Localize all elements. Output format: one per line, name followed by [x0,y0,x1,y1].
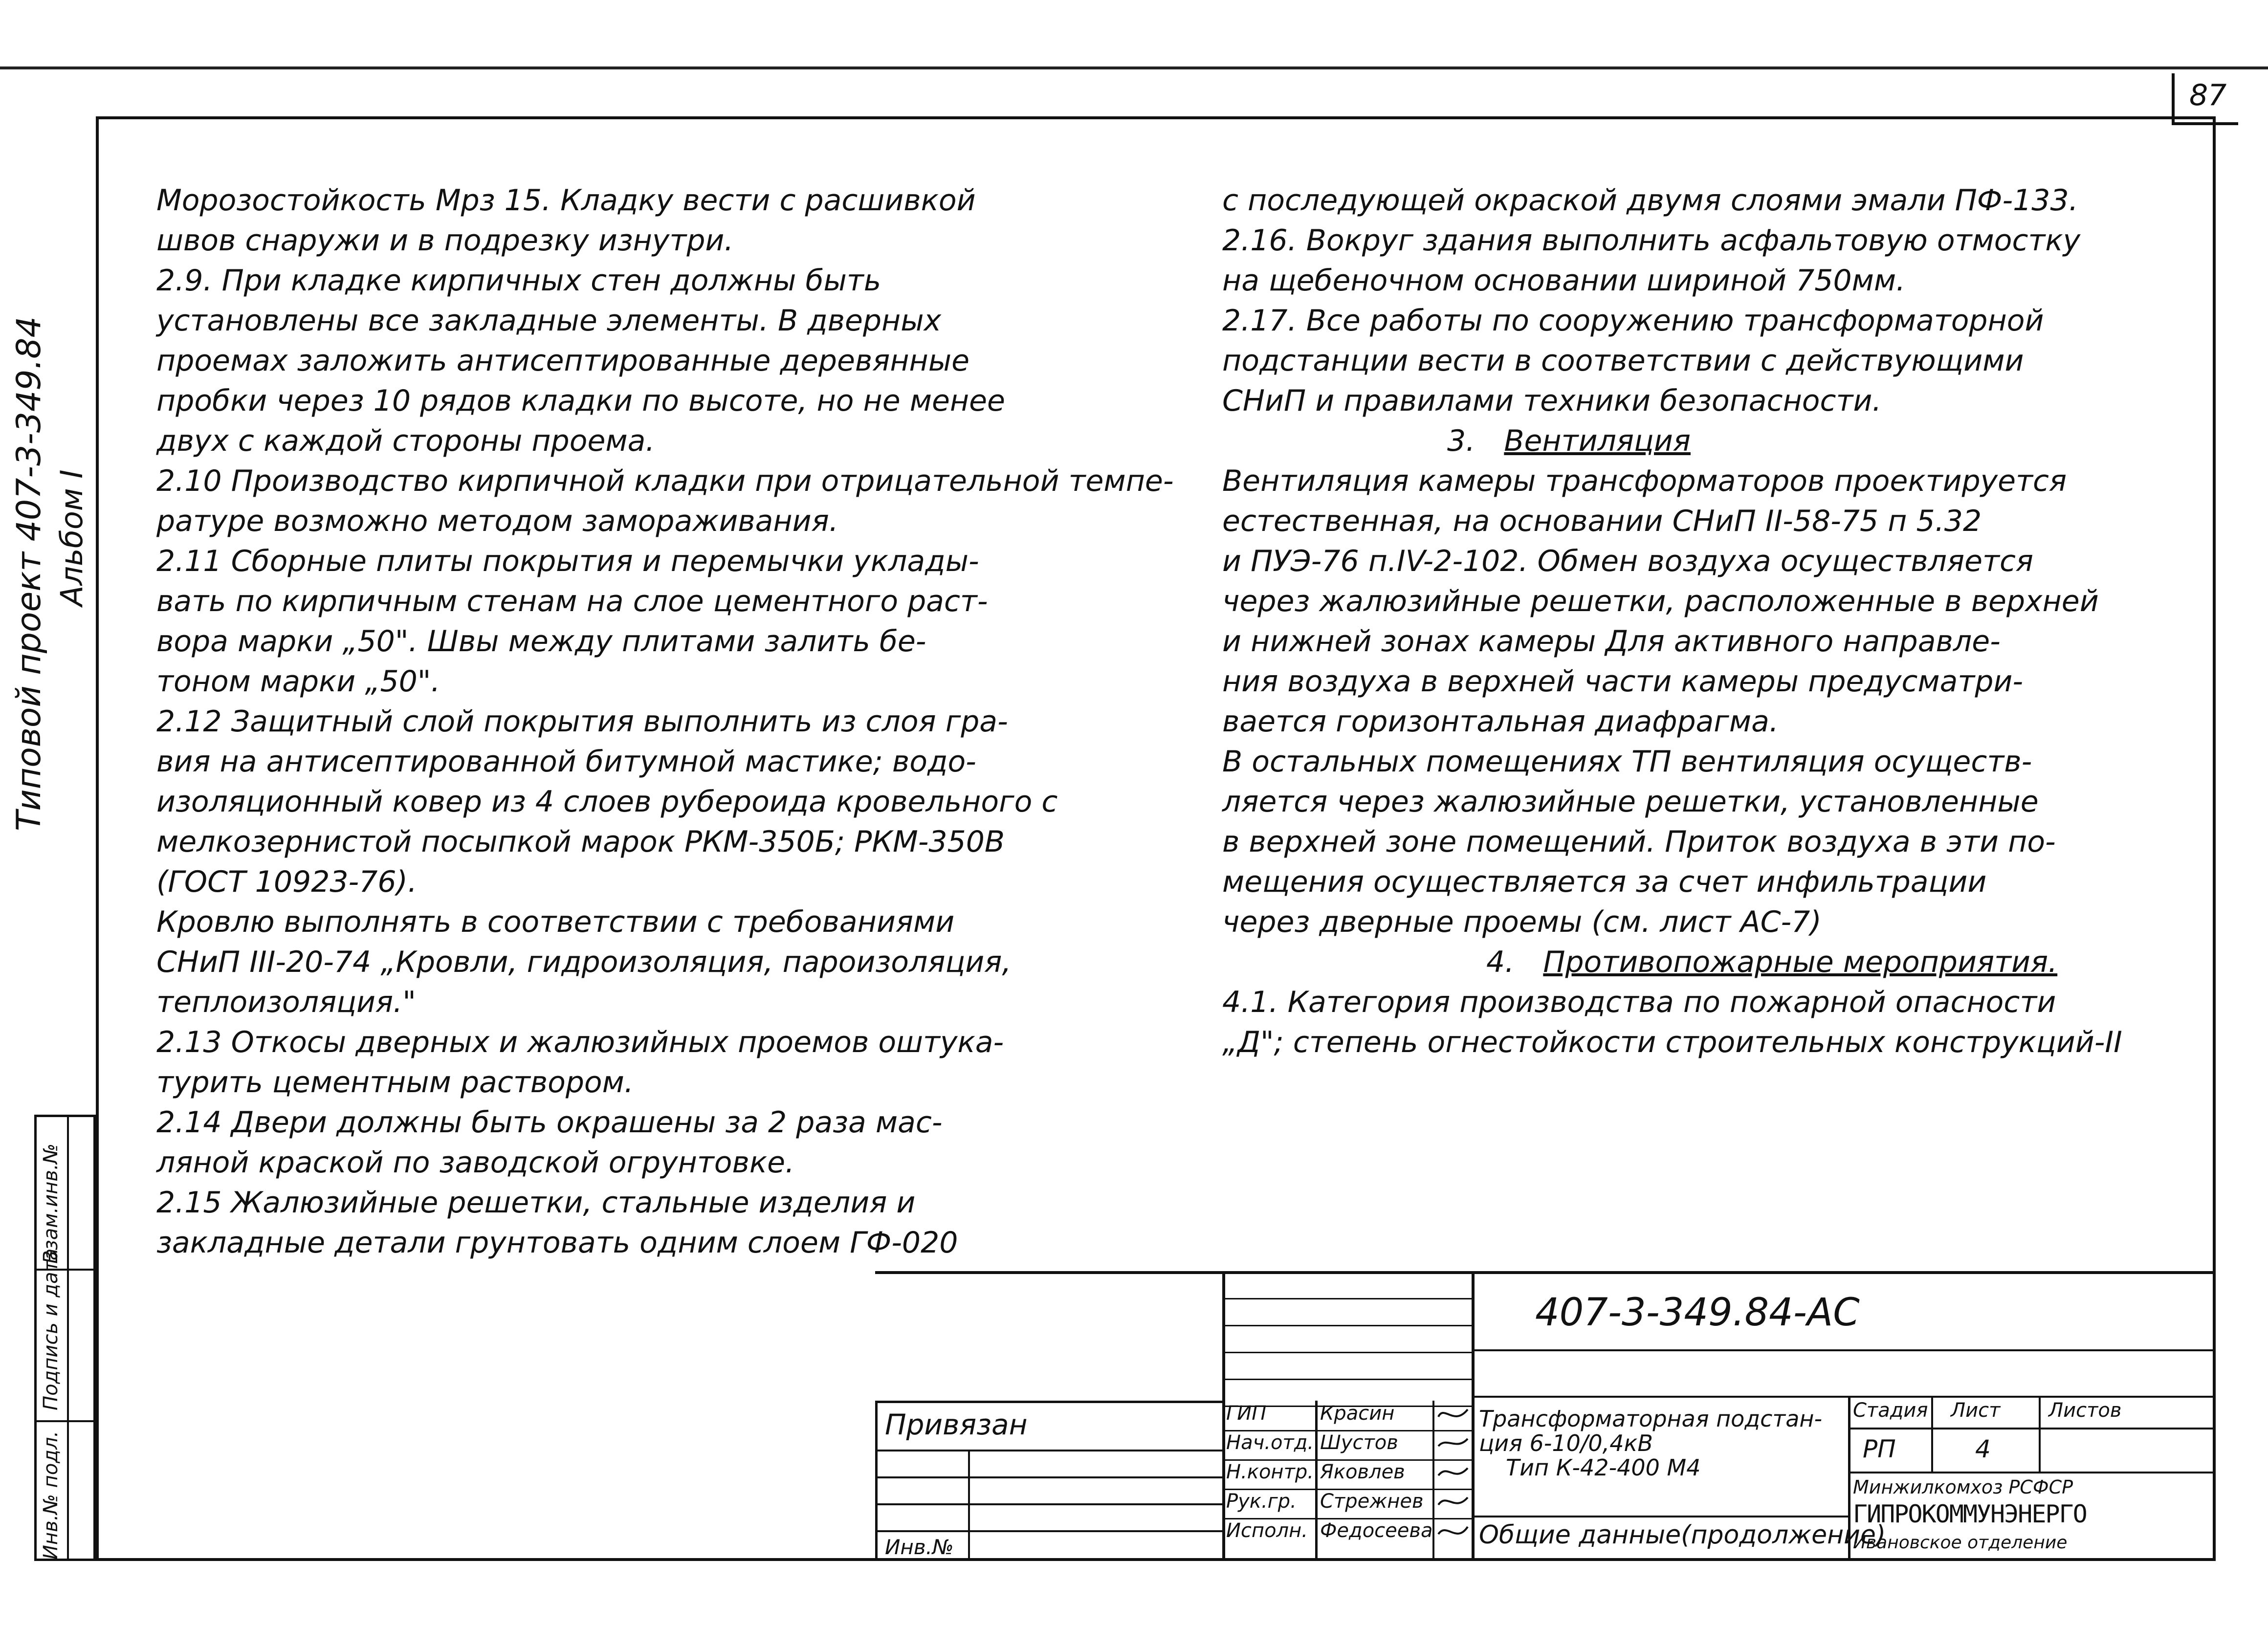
text-line: естественная, на основании СНиП II-58-75 п 5.32 [1222,504,1982,538]
text-line: 2.10 Производство кирпичной кладки при отрицательной темпе- [156,464,1174,498]
text-line: мещения осуществляется за счет инфильтрации [1222,865,1987,899]
section-3-heading [1447,421,1691,461]
text-line: 2.12 Защитный слой покрытия выполнить из слоя гра- [156,704,1008,739]
text-line: ляной краской по заводской огрунтовке. [156,1145,795,1180]
text-line: вать по кирпичным стенам на слое цементного раст- [156,584,988,618]
text-line: Вентиляция камеры трансформаторов проектируется [1222,464,2067,498]
text-line: в верхней зоне помещений. Приток воздуха в эти по- [1222,825,2056,859]
role-name: Красин [1320,1402,1395,1425]
org-line-3: Ивановское отделение [1853,1533,2068,1553]
role-name: Стрежнев [1320,1490,1424,1513]
sheets-label: Листов [2048,1399,2122,1422]
text-line: пробки через 10 рядов кладки по высоте, но не менее [156,384,1005,418]
text-line: 4.1. Категория производства по пожарной опасности [1222,985,2056,1019]
text-line: 2.16. Вокруг здания выполнить асфальтовую отмостку [1222,223,2081,258]
text-line: „Д"; степень огнестойкости строительных конструкций-II [1222,1025,2122,1059]
role-label: Нач.отд. [1226,1431,1314,1454]
text-line: 2.17. Все работы по сооружению трансформаторной [1222,304,2044,338]
top-border-line [0,66,2268,69]
sidebar-project-line1: Типовой проект 407-3-349.84 [10,316,48,831]
role-label: Исполн. [1226,1519,1308,1542]
text-line: вается горизонтальная диафрагма. [1222,704,1779,739]
sheet-value: 4 [1975,1435,1991,1463]
text-line: и ПУЭ-76 п.IV-2-102. Обмен воздуха осуществляется [1222,544,2034,578]
org-line-1: Минжилкомхоз РСФСР [1853,1476,2073,1498]
title-block-top-rule [875,1271,2216,1274]
sidebar-project-line2: Альбом I [54,469,89,606]
stage-label: Стадия [1853,1399,1928,1422]
text-line: 2.9. При кладке кирпичных стен должны быть [156,264,881,298]
text-line: на щебеночном основании шириной 750мм. [1222,264,1906,298]
text-line: через жалюзийные решетки, расположенные в верхней [1222,584,2099,618]
page-number: 87 [2189,78,2227,112]
text-line: 2.14 Двери должны быть окрашены за 2 раза мас- [156,1105,943,1140]
text-line: тоном марки „50". [156,664,440,699]
text-line: В остальных помещениях ТП вентиляция осуществ- [1222,745,2032,779]
stamp-inv-podl: Инв.№ подл. [40,1430,62,1560]
role-name: Шустов [1320,1431,1398,1454]
text-line: установлены все закладные элементы. В дверных [156,304,942,338]
text-line: 2.13 Откосы дверных и жалюзийных проемов оштука- [156,1025,1004,1059]
role-label: Рук.гр. [1226,1490,1297,1513]
text-line: двух с каждой стороны проема. [156,424,655,458]
text-line: ния воздуха в верхней части камеры предусматри- [1222,664,2024,699]
section-4-title: Противопожарные мероприятия. [1543,945,2058,979]
section-4-number: 4. [1486,945,1515,979]
text-line: швов снаружи и в подрезку изнутри. [156,223,734,258]
text-line: Морозостойкость Мрз 15. Кладку вести с расшивкой [156,183,976,218]
sheet-label: Лист [1951,1399,2001,1422]
text-line: Кровлю выполнять в соответствии с требованиями [156,905,955,939]
role-name: Федосеева [1320,1519,1433,1542]
stage-value: РП [1863,1435,1896,1463]
text-line: и нижней зонах камеры Для активного направле- [1222,624,2001,659]
left-text-column [156,181,1174,1354]
section-3-title: Вентиляция [1504,424,1691,458]
text-line: (ГОСТ 10923-76). [156,865,418,899]
text-line: турить цементным раствором. [156,1065,634,1099]
stamp-vzam-inv: Взам.инв.№ [40,1143,62,1264]
org-line-2: ГИПРОКОММУНЭНЕРГО [1853,1500,2087,1528]
role-label: Н.контр. [1226,1461,1314,1483]
text-line: изоляционный ковер из 4 слоев рубероида кровельного с [156,785,1058,819]
text-line: вора марки „50". Швы между плитами залить бе- [156,624,926,659]
role-name: Яковлев [1320,1461,1405,1483]
text-line: СНиП III-20-74 „Кровли, гидроизоляция, пароизоляция, [156,945,1012,979]
sheet-title: Общие данные(продолжение) [1479,1520,1886,1550]
right-text-column [1222,181,2190,1134]
text-line: ляется через жалюзийные решетки, установленные [1222,785,2039,819]
text-line: теплоизоляция." [156,985,416,1019]
text-line: 2.11 Сборные плиты покрытия и перемычки уклады- [156,544,979,578]
role-label: ГИП [1226,1402,1267,1425]
text-line: подстанции вести в соответствии с действующими [1222,344,2024,378]
text-line: 2.15 Жалюзийные решетки, стальные изделия и [156,1186,916,1220]
text-line: закладные детали грунтовать одним слоем ГФ-020 [156,1226,958,1260]
document-code: 407-3-349.84-АС [1535,1291,1860,1335]
title-line-2: ция 6-10/0,4кВ [1479,1430,1653,1456]
text-line: СНиП и правилами техники безопасности. [1222,384,1882,418]
text-line: ратуре возможно методом замораживания. [156,504,838,538]
text-line: через дверные проемы (см. лист АС-7) [1222,905,1822,939]
text-line: с последующей окраской двумя слоями эмали ПФ-133. [1222,183,2078,218]
stamp-podpis-data: Подпись и дата [40,1248,62,1410]
title-line-3: Тип К-42-400 М4 [1506,1454,1701,1481]
text-line: вия на антисептированной битумной мастике; водо- [156,745,976,779]
sidebar-stamp [34,1115,96,1561]
title-line-1: Трансформаторная подстан- [1479,1406,1823,1432]
text-line: проемах заложить антисептированные деревянные [156,344,970,378]
title-block [875,1271,2216,1561]
signatures [1434,1402,1472,1561]
inv-label: Инв.№ [885,1535,954,1559]
text-line: мелкозернистой посыпкой марок РКМ-350Б; РКМ-350В [156,825,1005,859]
section-3-number: 3. [1447,424,1475,458]
section-4-heading [1486,943,2057,982]
privyazan-label: Привязан [885,1408,1028,1441]
